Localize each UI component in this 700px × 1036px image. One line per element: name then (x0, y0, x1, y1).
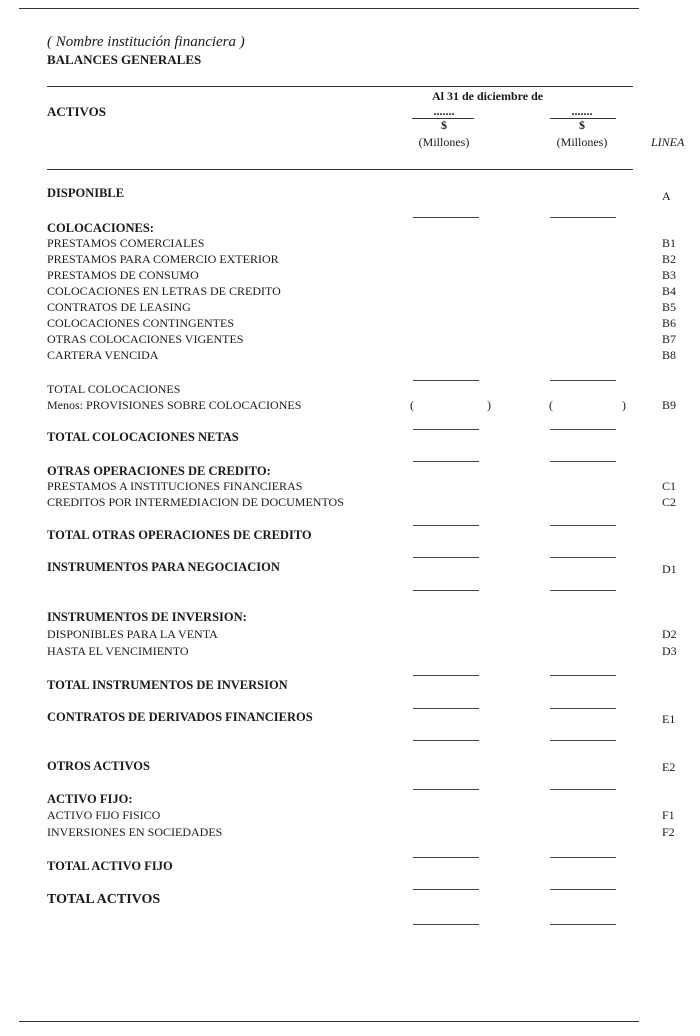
row-inversiones-sociedades: INVERSIONES EN SOCIEDADES (47, 825, 223, 839)
code-b7: B7 (662, 332, 677, 346)
code-b6: B6 (662, 316, 677, 330)
blank-line (550, 380, 616, 381)
row-prestamos-consumo: PRESTAMOS DE CONSUMO (47, 268, 199, 282)
row-cartera-vencida: CARTERA VENCIDA (47, 348, 159, 362)
row-total-instrumentos-inversion: TOTAL INSTRUMENTOS DE INVERSION (47, 678, 288, 692)
blank-line (550, 461, 616, 462)
date-heading: Al 31 de diciembre de (432, 89, 544, 103)
year-placeholder-2: ....... (571, 104, 593, 118)
code-d1: D1 (662, 562, 677, 576)
year-placeholder-1: ....... (433, 104, 455, 118)
header-top-rule (47, 86, 633, 87)
blank-line (550, 857, 616, 858)
row-prestamos-instituciones: PRESTAMOS A INSTITUCIONES FINANCIERAS (47, 479, 303, 493)
blank-line (550, 525, 616, 526)
row-disponible: DISPONIBLE (47, 186, 125, 200)
blank-line (550, 590, 616, 591)
blank-line (413, 708, 479, 709)
blank-line (550, 924, 616, 925)
top-rule (19, 8, 639, 9)
code-c2: C2 (662, 495, 677, 509)
blank-line (413, 590, 479, 591)
blank-line (550, 789, 616, 790)
assets-heading: ACTIVOS (47, 104, 106, 119)
code-d3: D3 (662, 644, 677, 658)
blank-line (413, 557, 479, 558)
blank-line (413, 924, 479, 925)
code-c1: C1 (662, 479, 677, 493)
row-total-colocaciones: TOTAL COLOCACIONES (47, 382, 181, 396)
blank-line (413, 857, 479, 858)
blank-line (413, 217, 479, 218)
row-hasta-vencimiento: HASTA EL VENCIMIENTO (47, 644, 189, 658)
currency-1: $ (441, 118, 447, 132)
row-total-otras-operaciones: TOTAL OTRAS OPERACIONES DE CREDITO (47, 528, 312, 542)
blank-line (550, 217, 616, 218)
blank-line (413, 889, 479, 890)
code-f1: F1 (662, 808, 675, 822)
blank-line (413, 380, 479, 381)
section-otras-operaciones: OTRAS OPERACIONES DE CREDITO: (47, 464, 271, 478)
blank-line (413, 429, 479, 430)
header-bottom-rule (47, 169, 633, 170)
row-letras-credito: COLOCACIONES EN LETRAS DE CREDITO (47, 284, 281, 298)
row-colocaciones-contingentes: COLOCACIONES CONTINGENTES (47, 316, 234, 330)
row-total-colocaciones-netas: TOTAL COLOCACIONES NETAS (47, 430, 239, 444)
blank-line (413, 740, 479, 741)
currency-2: $ (579, 118, 585, 132)
blank-line (550, 740, 616, 741)
section-colocaciones: COLOCACIONES: (47, 221, 154, 235)
blank-line (550, 889, 616, 890)
row-disponibles-venta: DISPONIBLES PARA LA VENTA (47, 627, 218, 641)
bottom-rule (19, 1021, 639, 1022)
row-prestamos-comercio-exterior: PRESTAMOS PARA COMERCIO EXTERIOR (47, 252, 279, 266)
blank-line (413, 675, 479, 676)
code-b9: B9 (662, 398, 677, 412)
code-b2: B2 (662, 252, 677, 266)
section-activo-fijo: ACTIVO FIJO: (47, 792, 133, 806)
row-prestamos-comerciales: PRESTAMOS COMERCIALES (47, 236, 205, 250)
row-otras-colocaciones: OTRAS COLOCACIONES VIGENTES (47, 332, 244, 346)
row-contratos-derivados: CONTRATOS DE DERIVADOS FINANCIEROS (47, 710, 313, 724)
code-b3: B3 (662, 268, 677, 282)
paren-close-2: ) (622, 398, 626, 412)
paren-close-1: ) (487, 398, 491, 412)
row-provisiones: Menos: PROVISIONES SOBRE COLOCACIONES (47, 398, 302, 412)
row-creditos-intermediacion: CREDITOS POR INTERMEDIACION DE DOCUMENTOS (47, 495, 344, 509)
blank-line (550, 557, 616, 558)
document-title: BALANCES GENERALES (47, 52, 202, 67)
paren-open-1: ( (410, 398, 414, 412)
blank-line (550, 675, 616, 676)
unit-2: (Millones) (556, 135, 608, 149)
code-e2: E2 (662, 760, 676, 774)
unit-1: (Millones) (418, 135, 470, 149)
code-b8: B8 (662, 348, 677, 362)
blank-line (413, 525, 479, 526)
row-otros-activos: OTROS ACTIVOS (47, 759, 150, 773)
row-total-activos: TOTAL ACTIVOS (47, 892, 161, 907)
code-b1: B1 (662, 236, 677, 250)
row-activo-fijo-fisico: ACTIVO FIJO FISICO (47, 808, 161, 822)
blank-line (413, 461, 479, 462)
institution-name: ( Nombre institución financiera ) (47, 34, 245, 50)
line-heading: LINEA (651, 135, 685, 149)
code-b4: B4 (662, 284, 677, 298)
code-b5: B5 (662, 300, 677, 314)
section-instrumentos-inversion: INSTRUMENTOS DE INVERSION: (47, 610, 247, 624)
code-a: A (662, 189, 671, 203)
code-e1: E1 (662, 712, 676, 726)
blank-line (550, 708, 616, 709)
blank-line (550, 429, 616, 430)
paren-open-2: ( (549, 398, 553, 412)
row-total-activo-fijo: TOTAL ACTIVO FIJO (47, 859, 173, 873)
code-d2: D2 (662, 627, 677, 641)
row-contratos-leasing: CONTRATOS DE LEASING (47, 300, 191, 314)
blank-line (413, 789, 479, 790)
row-instrumentos-negociacion: INSTRUMENTOS PARA NEGOCIACION (47, 560, 280, 574)
code-f2: F2 (662, 825, 675, 839)
